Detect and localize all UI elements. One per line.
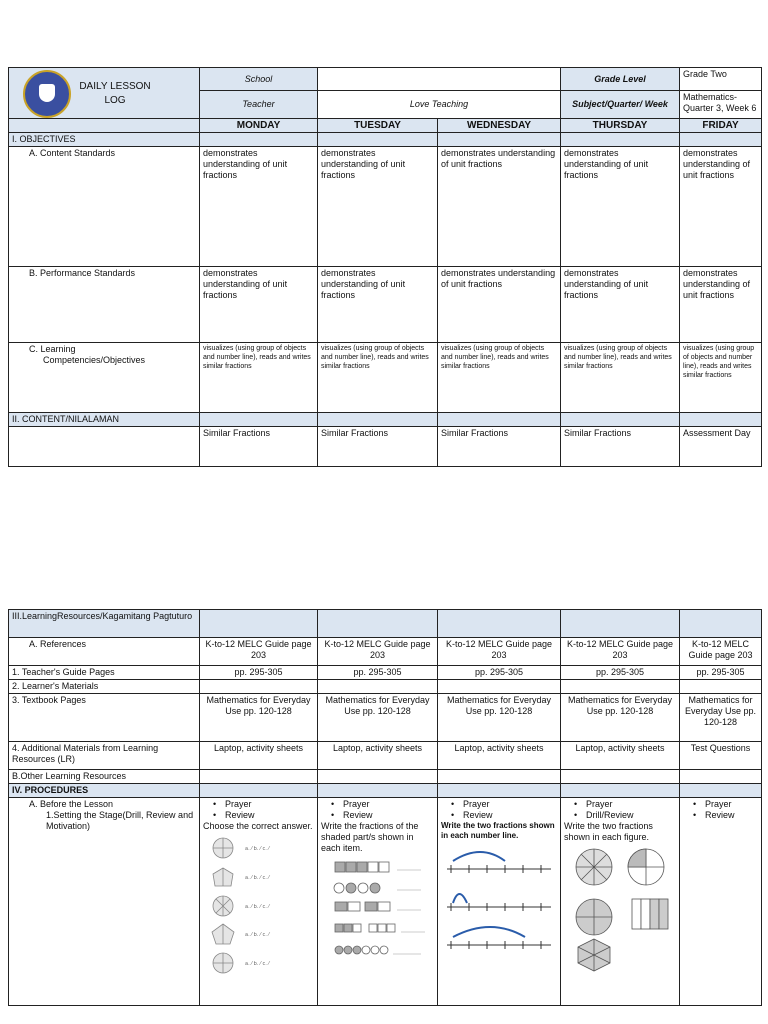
- performance-standard-wed: demonstrates understanding of unit fractions: [438, 267, 561, 343]
- competencies-label: C. Learning Competencies/Objectives: [9, 343, 200, 413]
- fraction-circles-figure: [203, 836, 313, 976]
- references-wed: K-to-12 MELC Guide page 203: [438, 638, 561, 666]
- content-standard-fri: demonstrates understanding of unit fractions: [680, 147, 762, 267]
- before-lesson-tue: • Prayer • Review Write the fractions of the shaded part/s shown in each item.: [318, 798, 438, 1006]
- objectives-section: I. OBJECTIVES: [9, 133, 200, 147]
- dll-title: DAILY LESSON LOG: [79, 81, 151, 106]
- competency-mon: visualizes (using group of objects and number line), reads and writes similar fractions: [200, 343, 318, 413]
- day-wednesday: WEDNESDAY: [438, 119, 561, 133]
- svg-text:a. ⁄ b. ⁄ c. ⁄: a. ⁄ b. ⁄ c. ⁄: [245, 904, 270, 910]
- content-standard-mon: demonstrates understanding of unit fractions: [200, 147, 318, 267]
- svg-text:a. ⁄ b. ⁄ c. ⁄: a. ⁄ b. ⁄ c. ⁄: [245, 875, 270, 881]
- before-lesson-wed: • Prayer • Review Write the two fractions shown in each number line.: [438, 798, 561, 1006]
- tg-fri: pp. 295-305: [680, 666, 762, 680]
- content-standard-tue: demonstrates understanding of unit fractions: [318, 147, 438, 267]
- competency-fri: visualizes (using group of objects and number line), reads and writes similar fractions: [680, 343, 762, 413]
- additional-materials-label: 4. Additional Materials from Learning Resources (LR): [9, 742, 200, 770]
- svg-text:a. ⁄ b. ⁄ c. ⁄: a. ⁄ b. ⁄ c. ⁄: [245, 846, 270, 852]
- content-wed: Similar Fractions: [438, 427, 561, 467]
- tg-tue: pp. 295-305: [318, 666, 438, 680]
- day-monday: MONDAY: [200, 119, 318, 133]
- school-label: School: [200, 68, 318, 91]
- references-tue: K-to-12 MELC Guide page 203: [318, 638, 438, 666]
- before-lesson-fri: • Prayer • Review: [680, 798, 762, 1006]
- tb-fri: Mathematics for Everyday Use pp. 120-128: [680, 694, 762, 742]
- fraction-shapes-figure: [564, 847, 676, 975]
- other-resources-label: B.Other Learning Resources: [9, 770, 200, 784]
- performance-standard-thu: demonstrates understanding of unit fractions: [561, 267, 680, 343]
- day-tuesday: TUESDAY: [318, 119, 438, 133]
- content-standard-thu: demonstrates understanding of unit fractions: [561, 147, 680, 267]
- teacher-label: Teacher: [200, 91, 318, 119]
- performance-standard-tue: demonstrates understanding of unit fractions: [318, 267, 438, 343]
- tb-wed: Mathematics for Everyday Use pp. 120-128: [438, 694, 561, 742]
- deped-seal-icon: [23, 70, 71, 118]
- procedures-section: IV. PROCEDURES: [9, 784, 200, 798]
- content-thu: Similar Fractions: [561, 427, 680, 467]
- competency-thu: visualizes (using group of objects and number line), reads and writes similar fractions: [561, 343, 680, 413]
- add-wed: Laptop, activity sheets: [438, 742, 561, 770]
- learners-materials-label: 2. Learner's Materials: [9, 680, 200, 694]
- before-lesson-thu: • Prayer • Drill/Review Write the two fractions shown in each figure.: [561, 798, 680, 1006]
- competency-wed: visualizes (using group of objects and number line), reads and writes similar fractions: [438, 343, 561, 413]
- performance-standards-label: B. Performance Standards: [9, 267, 200, 343]
- teachers-guide-label: 1. Teacher's Guide Pages: [9, 666, 200, 680]
- before-lesson-label: A. Before the Lesson 1.Setting the Stage(Drill, Review and Motivation): [9, 798, 200, 1006]
- tb-thu: Mathematics for Everyday Use pp. 120-128: [561, 694, 680, 742]
- grade-level-value: Grade Two: [680, 68, 762, 91]
- content-tue: Similar Fractions: [318, 427, 438, 467]
- references-label: A. References: [9, 638, 200, 666]
- content-standard-wed: demonstrates understanding of unit fractions: [438, 147, 561, 267]
- svg-text:a. ⁄ b. ⁄ c. ⁄: a. ⁄ b. ⁄ c. ⁄: [245, 961, 270, 967]
- school-value: [318, 68, 561, 91]
- add-mon: Laptop, activity sheets: [200, 742, 318, 770]
- tg-mon: pp. 295-305: [200, 666, 318, 680]
- references-mon: K-to-12 MELC Guide page 203: [200, 638, 318, 666]
- tg-thu: pp. 295-305: [561, 666, 680, 680]
- before-lesson-mon: • Prayer • Review Choose the correct answer. a. ⁄ b. ⁄ c. ⁄ a. ⁄ b. ⁄ c. ⁄ a. ⁄ b. ⁄ c. ⁄ a. ⁄ b. ⁄ c. ⁄ a. ⁄ b. ⁄ c. ⁄: [200, 798, 318, 1006]
- tb-mon: Mathematics for Everyday Use pp. 120-128: [200, 694, 318, 742]
- content-section: II. CONTENT/NILALAMAN: [9, 413, 200, 427]
- textbook-pages-label: 3. Textbook Pages: [9, 694, 200, 742]
- day-friday: FRIDAY: [680, 119, 762, 133]
- grade-level-label: Grade Level: [561, 68, 680, 91]
- add-tue: Laptop, activity sheets: [318, 742, 438, 770]
- references-thu: K-to-12 MELC Guide page 203: [561, 638, 680, 666]
- shaded-parts-figure: [321, 858, 433, 976]
- dll-top-table: [8, 67, 762, 467]
- references-fri: K-to-12 MELC Guide page 203: [680, 638, 762, 666]
- subject-label: Subject/Quarter/ Week: [561, 91, 680, 119]
- tb-tue: Mathematics for Everyday Use pp. 120-128: [318, 694, 438, 742]
- tg-wed: pp. 295-305: [438, 666, 561, 680]
- add-thu: Laptop, activity sheets: [561, 742, 680, 770]
- performance-standard-mon: demonstrates understanding of unit fractions: [200, 267, 318, 343]
- number-line-figure: [441, 845, 555, 955]
- content-standards-label: A. Content Standards: [9, 147, 200, 267]
- content-mon: Similar Fractions: [200, 427, 318, 467]
- teacher-value: Love Teaching: [318, 91, 561, 119]
- dll-logo-cell: [9, 68, 200, 119]
- competency-tue: visualizes (using group of objects and number line), reads and writes similar fractions: [318, 343, 438, 413]
- subject-value: Mathematics-Quarter 3, Week 6: [680, 91, 762, 119]
- day-thursday: THURSDAY: [561, 119, 680, 133]
- content-fri: Assessment Day: [680, 427, 762, 467]
- add-fri: Test Questions: [680, 742, 762, 770]
- svg-text:a. ⁄ b. ⁄ c. ⁄: a. ⁄ b. ⁄ c. ⁄: [245, 932, 270, 938]
- dll-bottom-table: [8, 609, 762, 1006]
- performance-standard-fri: demonstrates understanding of unit fractions: [680, 267, 762, 343]
- resources-section: III.LearningResources/Kagamitang Pagtuturo: [9, 610, 200, 638]
